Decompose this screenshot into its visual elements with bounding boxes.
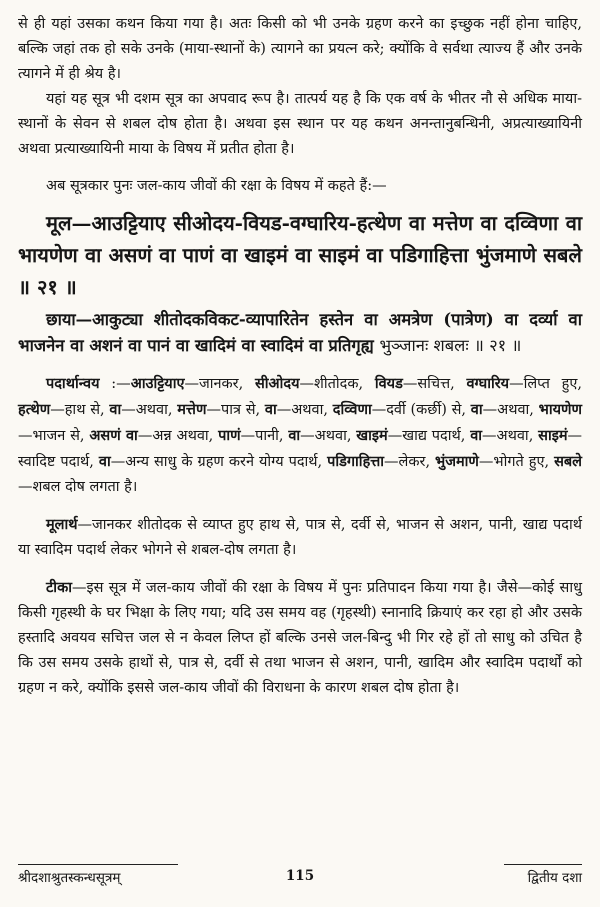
padartha-term: भायणेण: [538, 401, 582, 418]
padartha-meaning: —अथवा,: [121, 402, 178, 418]
padartha-term: सीओदय: [254, 375, 300, 392]
padartha-term: खाइमं: [356, 427, 388, 444]
moolartha-section: [18, 512, 582, 563]
padartha-term: आउट्टियाए: [130, 375, 185, 392]
padartha-meaning: —लिप्त हुए,: [509, 376, 582, 392]
chaya-tail: भुञ्जानः शबलः ॥ २१ ॥: [379, 336, 522, 355]
padartha-term: सबले: [554, 453, 582, 470]
paragraph-transition: अब सूत्रकार पुनः जल-काय जीवों की रक्षा के विषय में कहते हैं:—: [46, 178, 387, 194]
padartha-meaning: —जानकर,: [184, 376, 255, 392]
padartha-meaning: —शबल दोष लगता है।: [18, 479, 138, 495]
padartha-term: असणं वा: [89, 427, 138, 444]
padartha-meaning: —पानी,: [240, 428, 289, 444]
padartha-meaning: —भोगते हुए,: [478, 454, 555, 470]
padartha-meaning: —अन्न अथवा,: [137, 428, 219, 444]
padartha-term: पदार्थान्वय: [46, 375, 100, 392]
padartha-meaning: —अथवा,: [276, 402, 333, 418]
padartha-meaning: —पात्र से,: [206, 402, 265, 418]
padartha-meaning: —अथवा,: [300, 428, 357, 444]
teeka-section: [18, 575, 582, 701]
padartha-meaning: —अथवा,: [482, 428, 539, 444]
padartha-meaning: —शीतोदक,: [299, 376, 375, 392]
padartha-meaning: —लेकर,: [384, 454, 436, 470]
padartha-term: मत्तेण: [177, 401, 207, 418]
padartha-term: पाणं: [218, 427, 241, 444]
padartha-meaning: —भाजन से,: [18, 428, 90, 444]
padarthanvaya-section: [18, 371, 582, 500]
padartha-meaning: —खाद्य पदार्थ,: [387, 428, 471, 444]
padartha-meaning: —स्वादिष्ट पदार्थ,: [18, 428, 582, 470]
padartha-term: वा: [264, 401, 277, 418]
moolartha-label: मूलार्थ: [46, 516, 78, 533]
footer-rule-right: [504, 864, 582, 865]
padartha-meaning: —सचित्त,: [402, 376, 467, 392]
chaya-section: [18, 307, 582, 359]
padartha-meaning: —हाथ से,: [50, 402, 110, 418]
padartha-term: हत्थेण: [18, 401, 51, 418]
padartha-term: दव्विणा: [332, 401, 372, 418]
page-footer: [18, 868, 582, 890]
padartha-term: वग्घारिय: [466, 375, 510, 392]
sutra-mool: मूल—आउट्टियाए सीओदय-वियड-वग्घारिय-हत्थेण वा मत्तेण वा दव्विणा वा भायणेण वा असणं वा पाणं वा खाइमं वा साइमं वा पडिगाहित्ता भुंजमाणे सबले ॥ २१ ॥: [18, 211, 582, 299]
footer-section-title: द्वितीय दशा: [527, 870, 582, 886]
paragraph-apavada: यहां यह सूत्र भी दशम सूत्र का अपवाद रूप है। तात्पर्य यह है कि एक वर्ष के भीतर नौ से अधिक माया-स्थानों के सेवन से शबल दोष होता है। अथवा इस स्थान पर यह कथन अनन्तानुबन्धिनी, अप्रत्याख्यायिनी अथवा प्रत्याख्यायिनी माया के विषय में प्रतीत होता है।: [18, 91, 582, 157]
moolartha-text: —जानकर शीतोदक से व्याप्त हुए हाथ से, पात्र से, दर्वी से, भाजन से अशन, पानी, खाद्य पदार्थ या स्वादिम पदार्थ लेकर भोगने से शबल-दोष लगता है।: [18, 517, 582, 558]
padartha-term: वियड: [374, 375, 403, 392]
padartha-term: पडिगाहित्ता: [327, 453, 385, 470]
padartha-meaning: —अथवा,: [482, 402, 539, 418]
footer-book-title: श्रीदशाश्रुतस्कन्धसूत्रम्: [18, 870, 121, 886]
padartha-term: भुंजमाणे: [435, 453, 479, 470]
padartha-term: वा: [470, 401, 483, 418]
padartha-meaning: —अन्य साधु के ग्रहण करने योग्य पदार्थ,: [110, 454, 328, 470]
chaya-text: छाया—आकुट्या शीतोदकविकट-व्यापारितेन हस्तेन वा अमत्रेण (पात्रेण) वा दर्व्या वा भाजनेन वा अशनं वा पानं वा खादिमं वा स्वादिमं वा प्रतिगृह्य: [18, 310, 582, 355]
paragraph-intro: से ही यहां उसका कथन किया गया है। अतः किसी को भी उनके ग्रहण करने का इच्छुक नहीं होना चाहिए, बल्कि जहां तक हो सके उनके (माया-स्थानों के) त्यागने का प्रयत्न करे; क्योंकि वे सर्वथा त्याज्य हैं और उनके त्यागने में ही श्रेय है।: [18, 16, 582, 82]
padartha-meaning: :—: [99, 376, 131, 392]
padartha-term: वा: [109, 401, 122, 418]
teeka-text: —इस सूत्र में जल-काय जीवों की रक्षा के विषय में पुनः प्रतिपादन किया गया है। जैसे—कोई साधु किसी गृहस्थी के घर भिक्षा के लिए गया; यदि उस समय वह (गृहस्थी) स्नानादि क्रियाएं कर रहा हो और उसके हस्तादि अवयव सचित्त जल से न केवल लिप्त हों बल्कि उनसे जल-बिन्दु भी गिर रहे हों तो साधु को उचित है कि उस समय उसके हाथों से, पात्र से, दर्वी से तथा भाजन से अशन, पानी, खादिम और स्वादिम पदार्थों को ग्रहण न करे, क्योंकि इससे जल-काय जीवों की विराधना के कारण शबल दोष होता है।: [18, 580, 582, 696]
padartha-term: साइमं: [538, 427, 568, 444]
footer-rule-left: [18, 864, 178, 865]
page-number: 115: [285, 868, 315, 884]
padartha-meaning: —दर्वी (कर्छी) से,: [371, 402, 471, 418]
padartha-term: वा: [98, 453, 111, 470]
teeka-label: टीका: [46, 579, 72, 596]
padartha-term: वा: [470, 427, 483, 444]
padartha-term: वा: [288, 427, 301, 444]
